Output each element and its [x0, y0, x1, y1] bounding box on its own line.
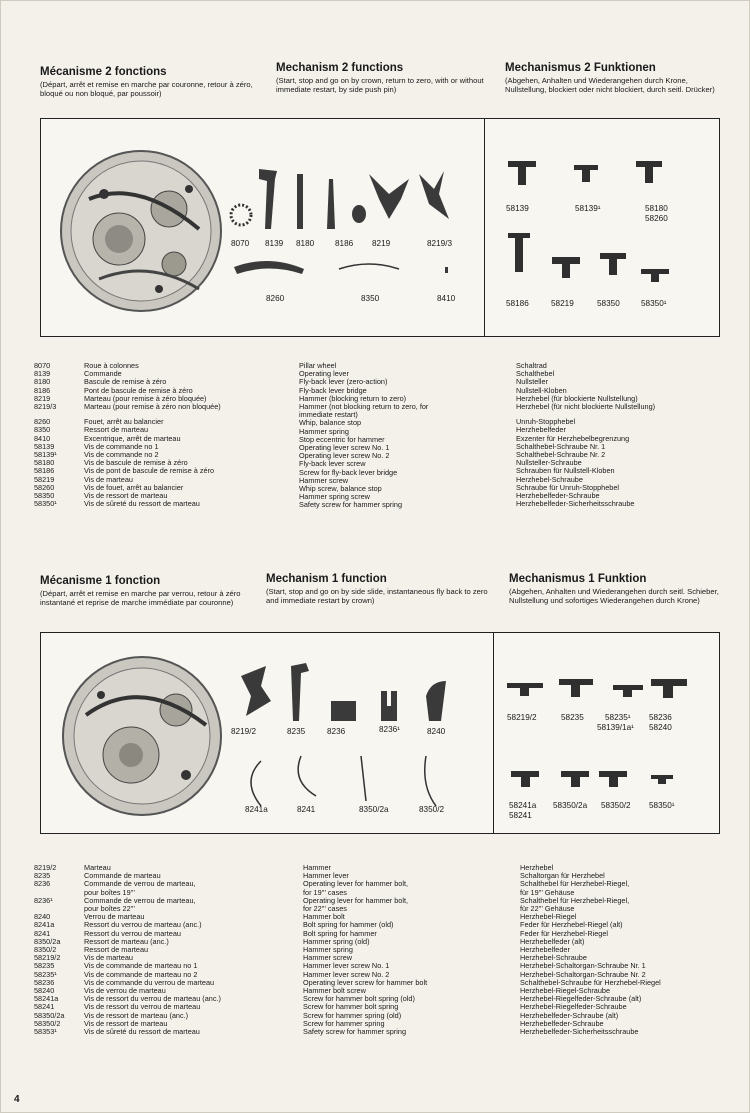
list-item: Hammer spring (old): [303, 936, 370, 946]
list-item: Schalthebel für Herzhebel-Riegel,: [520, 895, 630, 905]
list-item: Feder für Herzhebel-Riegel (alt): [520, 920, 623, 930]
list-item: Herzhebelfeder-Sicherheitsschraube: [520, 1027, 639, 1037]
list-item: Herzhebel (für blockierte Nullstellung): [516, 393, 638, 403]
list-item: Pillar wheel: [299, 361, 337, 370]
list-item: Safety screw for hammer spring: [303, 1027, 407, 1037]
fig-label: 8219/3: [427, 239, 453, 248]
part-code: 8180: [34, 377, 51, 387]
fig-label: 58180: [645, 204, 668, 213]
part-description: Commande de verrou de marteau,: [84, 895, 196, 905]
list-item: Schalthebel: [516, 369, 555, 379]
fig-label: 58240: [649, 723, 672, 732]
section1-en-title: Mechanism 2 functions: [276, 62, 404, 74]
list-item: Hammer spring screw: [299, 492, 370, 502]
list-item: Hammer screw: [299, 475, 349, 485]
part-code: 8219/2: [34, 863, 57, 872]
list-item: Unruh-Stopphebel: [516, 417, 576, 427]
list-item: für 22''' Gehäuse: [520, 904, 575, 914]
fig-label: 8350: [361, 294, 380, 303]
movement-1-function-image: [61, 655, 223, 817]
section1-en-parts-list: [299, 362, 428, 510]
list-item: Herzhebelfeder-Schraube: [516, 491, 600, 501]
fig-label: 8350/2: [419, 805, 445, 814]
list-item: Schaltrad: [516, 361, 547, 370]
part-description: Vis de bascule de remise à zéro: [84, 458, 188, 468]
fig-label: 58219: [551, 299, 574, 308]
part-description: Verrou de marteau: [84, 912, 145, 922]
part-code: 58139¹: [34, 450, 57, 460]
part-code: 8350/2: [34, 945, 57, 955]
list-item: Schalthebel-Schraube für Herzhebel-Riegel: [520, 977, 661, 987]
part-code: 58180: [34, 458, 55, 468]
movement-2-functions-image: [59, 149, 224, 314]
fig-label: 8236¹: [379, 725, 400, 734]
part-description: Vis de commande de marteau no 2: [84, 969, 198, 979]
fig-label: 58241: [509, 811, 532, 820]
list-item: Screw for hammer bolt spring: [303, 1002, 399, 1012]
fig-label: 58350: [597, 299, 620, 308]
section2-en-subtitle: (Start, stop and go on by side slide, instantaneous fly back to zero and immediate restart by crown): [266, 587, 488, 606]
section1-de-title: Mechanismus 2 Funktionen: [505, 62, 656, 74]
list-item: Operating lever for hammer bolt,: [303, 895, 409, 905]
list-item: Herzhebelfeder (alt): [520, 936, 585, 946]
fig-label: 8236: [327, 727, 346, 736]
part-code: 58353¹: [34, 1027, 57, 1037]
part-code: 58235: [34, 961, 55, 971]
list-item: Schrauben für Nullstell-Kloben: [516, 466, 615, 476]
part-description: Vis de commande no 2: [84, 450, 159, 460]
part-code: 58219: [34, 474, 55, 484]
part-code: 58240: [34, 986, 55, 996]
list-item: Fly-back lever (zero-action): [299, 377, 388, 387]
part-description: Bascule de remise à zéro: [84, 377, 167, 387]
section2-fr-subtitle: (Départ, arrêt et remise en marche par verrou, retour à zéro instantané et reprise de marche immédiate par couronne): [40, 589, 241, 608]
part-description: Marteau (pour remise à zéro bloquée): [84, 393, 207, 403]
figure-divider: [493, 633, 494, 833]
part-description: Vis de ressort de marteau: [84, 491, 168, 501]
section2-fr-header: [40, 575, 258, 608]
list-item: Schaltorgan für Herzhebel: [520, 871, 605, 881]
list-item: Nullstell-Kloben: [516, 385, 567, 395]
list-item: Hammer screw: [303, 953, 353, 963]
part-description: Vis de commande de marteau no 1: [84, 961, 198, 971]
list-item: Herzhebel-Riegelfeder-Schraube: [520, 1002, 627, 1012]
list-item: Screw for hammer spring: [303, 1018, 385, 1028]
fig-label: 58139¹: [575, 204, 601, 213]
section2-de-subtitle: (Abgehen, Anhalten und Wiederangehen durch seitl. Schieber, Nullstellung und sofortiges Wiederangehen durch Krone): [509, 587, 719, 606]
list-item: immediate restart): [299, 410, 358, 420]
fig-label: 58186: [506, 299, 529, 308]
list-item: Herzhebel-Schraube: [516, 474, 583, 484]
list-item: Whip screw, balance stop: [299, 484, 382, 494]
fig-label: 58219/2: [507, 713, 537, 722]
part-description: Fouet, arrêt au balancier: [84, 417, 164, 427]
list-item: for 22''' cases: [303, 904, 347, 914]
part-code: 58235¹: [34, 969, 57, 979]
list-item: Exzenter für Herzhebelbegrenzung: [516, 433, 630, 443]
fig-label: 58350/2a: [553, 801, 588, 810]
part-description: Vis de verrou de marteau: [84, 986, 166, 996]
section1-fr-header: [40, 66, 255, 99]
list-item: Herzhebel-Riegelfeder-Schraube (alt): [520, 994, 642, 1004]
part-code: 8235: [34, 871, 51, 881]
fig-label: 8241a: [245, 805, 268, 814]
section1-de-header: [505, 62, 720, 95]
part-code: 8241a: [34, 920, 55, 930]
part-description: Vis de commande no 1: [84, 441, 159, 451]
fig-label: 58235¹: [605, 713, 631, 722]
list-item: Fly-back lever screw: [299, 459, 366, 469]
part-code: 58260: [34, 482, 55, 492]
list-item: Herzhebelfeder-Sicherheitsschraube: [516, 499, 635, 509]
list-item: Herzhebelfeder-Schraube: [520, 1018, 604, 1028]
fig-label: 8235: [287, 727, 306, 736]
part-code: 8240: [34, 912, 51, 922]
part-code: 8260: [34, 417, 51, 427]
section1-fr-parts-list: [34, 362, 221, 508]
part-code: 58350: [34, 491, 55, 501]
fig-label: 8070: [231, 239, 250, 248]
list-item: Hammer bolt: [303, 912, 345, 922]
part-code: 8186: [34, 385, 51, 395]
part-description: Marteau (pour remise à zéro non bloquée): [84, 402, 221, 412]
part-description: Ressort de marteau: [84, 945, 149, 955]
list-item: Schalthebel für Herzhebel-Riegel,: [520, 879, 630, 889]
list-item: Hammer lever screw No. 1: [303, 961, 390, 971]
section2-fr-parts-list: [34, 864, 221, 1036]
list-item: Nullsteller: [516, 377, 549, 387]
section2-screws-drawings: [503, 675, 713, 795]
section2-de-title: Mechanismus 1 Funktion: [509, 573, 647, 585]
part-description: Vis de marteau: [84, 953, 133, 963]
list-item: Schalthebel-Schraube Nr. 2: [516, 450, 606, 460]
part-description: Pont de bascule de remise à zéro: [84, 385, 193, 395]
part-description: Vis de marteau: [84, 474, 133, 484]
fig-label: 58260: [645, 214, 668, 223]
fig-label: 58350/2: [601, 801, 631, 810]
list-item: Hammer spring: [303, 945, 353, 955]
list-item: Screw for hammer spring (old): [303, 1010, 402, 1020]
list-item: Schalthebel-Schraube Nr. 1: [516, 441, 606, 451]
part-code: 58219/2: [34, 953, 61, 963]
list-item: Fly-back lever bridge: [299, 385, 367, 395]
list-item: Herzhebelfeder: [520, 945, 570, 955]
fig-label: 58139: [506, 204, 529, 213]
list-item: Hammer: [303, 863, 331, 872]
part-code: 58350/2a: [34, 1010, 65, 1020]
list-item: Whip, balance stop: [299, 418, 362, 428]
section1-fr-title: Mécanisme 2 fonctions: [40, 66, 167, 78]
list-item: Operating lever screw No. 2: [299, 451, 390, 461]
part-code: 8139: [34, 369, 51, 379]
part-description: Vis de ressort du verrou de marteau (anc.): [84, 994, 221, 1004]
fig-label: 8241: [297, 805, 316, 814]
list-item: Herzhebel: [520, 863, 554, 872]
part-code: 8219/3: [34, 402, 57, 412]
fig-label: 8186: [335, 239, 354, 248]
part-description: Marteau: [84, 863, 111, 872]
part-code: 8070: [34, 361, 51, 370]
fig-label: 58235: [561, 713, 584, 722]
fig-label: 8350/2a: [359, 805, 389, 814]
list-item: Herzhebel-Riegel: [520, 912, 577, 922]
section2-fr-title: Mécanisme 1 fonction: [40, 575, 161, 587]
list-item: [34, 1028, 221, 1036]
list-item: Bolt spring for hammer (old): [303, 920, 394, 930]
section2-parts-figure: [40, 632, 720, 834]
part-code: 58236: [34, 977, 55, 987]
section2-en-header: [266, 573, 488, 606]
part-description: Ressort de marteau: [84, 425, 149, 435]
section2-en-title: Mechanism 1 function: [266, 573, 387, 585]
part-description: Ressort du verrou de marteau: [84, 928, 181, 938]
fig-label: 58241a: [509, 801, 537, 810]
list-item: Nullsteller-Schraube: [516, 458, 582, 468]
fig-label: 58350¹: [649, 801, 675, 810]
fig-label: 8180: [296, 239, 315, 248]
list-item: Screw for fly-back lever bridge: [299, 467, 398, 477]
fig-label: 58350¹: [641, 299, 667, 308]
section1-fr-subtitle: (Départ, arrêt et remise en marche par couronne, retour à zéro, bloqué ou non bloqué, par poussoir): [40, 80, 253, 99]
part-description: Vis de sûreté du ressort de marteau: [84, 1027, 200, 1037]
part-code: 58241a: [34, 994, 59, 1004]
list-item: Hammer (not blocking return to zero, for: [299, 402, 429, 412]
list-item: Herzhebelfeder: [516, 425, 566, 435]
section1-de-subtitle: (Abgehen, Anhalten und Wiederangehen durch Krone, Nullstellung, blockiert oder nicht blockiert, durch seitl. Drücker): [505, 76, 715, 95]
fig-label: 8260: [266, 294, 285, 303]
part-description: Vis de sûreté du ressort de marteau: [84, 499, 200, 509]
fig-label: 58139/1a¹: [597, 723, 634, 732]
part-code: 58186: [34, 466, 55, 476]
list-item: Stop eccentric for hammer: [299, 434, 385, 444]
part-description: Commande: [84, 369, 122, 379]
fig-label: 8219: [372, 239, 391, 248]
part-description: pour boîtes 19''': [84, 887, 135, 897]
list-item: für 19''' Gehäuse: [520, 887, 575, 897]
part-description: Commande de marteau: [84, 871, 161, 881]
part-code: 8236: [34, 879, 51, 889]
list-item: Herzhebelfeder-Schraube (alt): [520, 1010, 619, 1020]
list-item: Hammer (blocking return to zero): [299, 393, 407, 403]
section1-de-parts-list: [516, 362, 655, 508]
part-description: Vis de commande du verrou de marteau: [84, 977, 215, 987]
part-description: pour boîtes 22''': [84, 904, 135, 914]
part-description: Commande de verrou de marteau,: [84, 879, 196, 889]
list-item: [34, 362, 221, 370]
fig-label: 8240: [427, 727, 446, 736]
part-description: Vis de ressort de marteau: [84, 1018, 168, 1028]
list-item: Operating lever: [299, 369, 349, 379]
fig-label: 8139: [265, 239, 284, 248]
figure-divider: [484, 119, 485, 336]
section1-en-subtitle: (Start, stop and go on by crown, return to zero, with or without immediate restart, by side push pin): [276, 76, 484, 95]
list-item: Safety screw for hammer spring: [299, 500, 403, 510]
part-code: 8219: [34, 393, 51, 403]
list-item: Hammer bolt screw: [303, 986, 366, 996]
list-item: Operating lever for hammer bolt,: [303, 879, 409, 889]
part-description: Vis de fouet, arrêt au balancier: [84, 482, 184, 492]
part-code: 58139: [34, 441, 55, 451]
part-description: Roue à colonnes: [84, 361, 139, 370]
part-code: 58350/2: [34, 1018, 61, 1028]
list-item: Operating lever screw No. 1: [299, 443, 390, 453]
section2-de-parts-list: [520, 864, 661, 1036]
section1-parts-figure: [40, 118, 720, 337]
part-description: Ressort du verrou de marteau (anc.): [84, 920, 202, 930]
part-description: Ressort de marteau (anc.): [84, 936, 169, 946]
part-code: 8350/2a: [34, 936, 61, 946]
part-code: 8410: [34, 433, 51, 443]
list-item: Herzhebel-Riegel-Schraube: [520, 986, 611, 996]
list-item: Herzhebel-Schaltorgan-Schraube Nr. 1: [520, 961, 646, 971]
section2-en-parts-list: [303, 864, 427, 1036]
part-description: Vis de ressort de marteau (anc.): [84, 1010, 189, 1020]
fig-label: 8219/2: [231, 727, 257, 736]
part-description: Vis de pont de bascule de remise à zéro: [84, 466, 215, 476]
list-item: Hammer spring: [299, 426, 349, 436]
list-item: Hammer lever: [303, 871, 349, 881]
section2-de-header: [509, 573, 724, 606]
list-item: Herzhebel-Schaltorgan-Schraube Nr. 2: [520, 969, 646, 979]
list-item: [34, 403, 221, 411]
list-item: for 19''' cases: [303, 887, 347, 897]
list-item: Hammer lever screw No. 2: [303, 969, 390, 979]
list-item: Herzhebel (für nicht blockierte Nullstellung): [516, 402, 656, 412]
fig-label: 58236: [649, 713, 672, 722]
list-item: Feder für Herzhebel-Riegel: [520, 928, 609, 938]
part-code: 58241: [34, 1002, 55, 1012]
list-item: Schraube für Unruh-Stopphebel: [516, 482, 620, 492]
part-description: Vis de ressort du verrou de marteau: [84, 1002, 201, 1012]
list-item: Screw for hammer bolt spring (old): [303, 994, 415, 1004]
list-item: [34, 500, 221, 508]
section1-en-header: [276, 62, 486, 95]
page-number: 4: [14, 1094, 20, 1105]
part-code: 8241: [34, 928, 51, 938]
part-description: Excentrique, arrêt de marteau: [84, 433, 181, 443]
fig-label: 8410: [437, 294, 456, 303]
part-code: 8236¹: [34, 895, 53, 905]
part-code: 8350: [34, 425, 51, 435]
section1-screws-drawings: [496, 157, 711, 307]
section2-parts-drawings: [231, 661, 481, 811]
part-code: 58350¹: [34, 499, 57, 509]
list-item: Herzhebel-Schraube: [520, 953, 587, 963]
list-item: Bolt spring for hammer: [303, 928, 377, 938]
list-item: Operating lever screw for hammer bolt: [303, 977, 428, 987]
